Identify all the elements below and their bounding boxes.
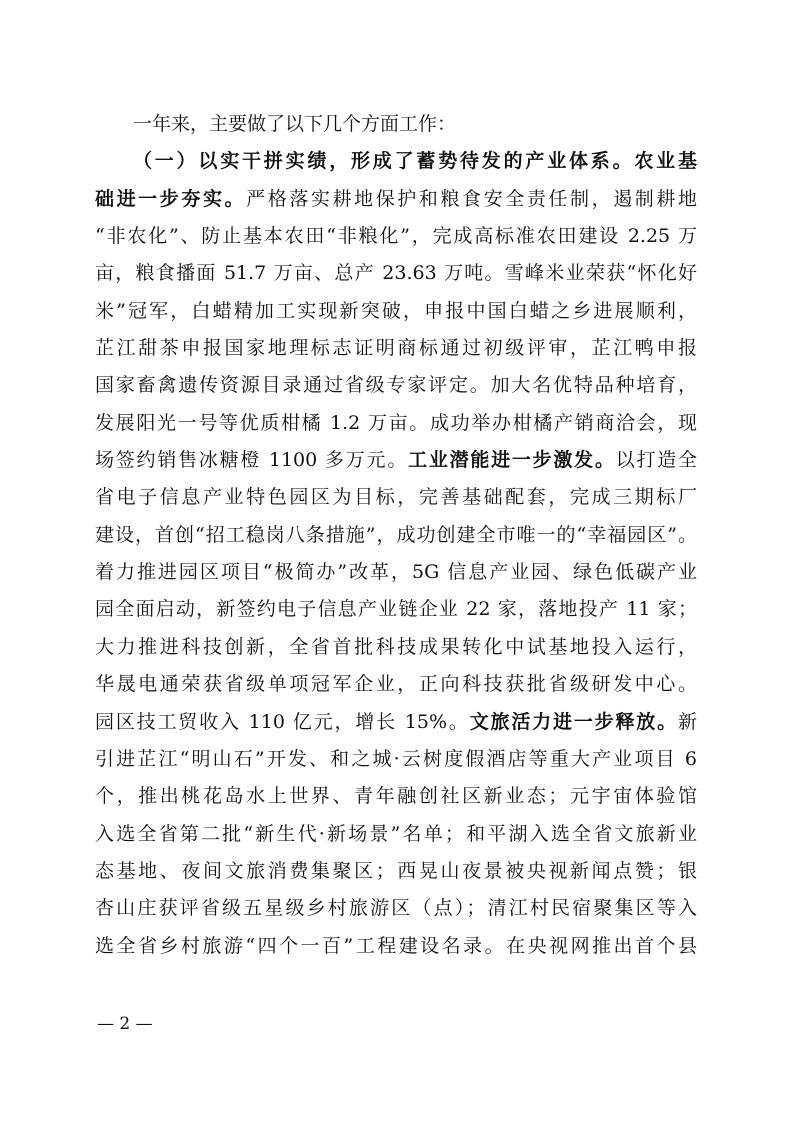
body-text-run: 选全省乡村旅游“四个一百”工程建设名录。在央视网推出首个县 <box>95 934 697 957</box>
body-text-run: 省电子信息产业特色园区为目标，完善基础配套，完成三期标厂 <box>95 486 697 509</box>
body-text-run: 芷江甜茶申报国家地理标志证明商标通过初级评审，芷江鸭申报 <box>95 337 697 360</box>
body-text-run: 亩，粮食播面 51.7 万亩、总产 23.63 万吨。雪峰米业荣获“怀化好 <box>95 262 697 285</box>
text-line <box>95 554 697 591</box>
text-line <box>95 591 697 628</box>
body-text-run: 严格落实耕地保护和粮食安全责任制，遏制耕地 <box>246 187 697 210</box>
page-number: — 2 — <box>97 1014 153 1034</box>
text-line <box>95 853 697 890</box>
body-text-run: 杏山庄获评省级五星级乡村旅游区（点）；清江村民宿聚集区等入 <box>95 897 697 920</box>
text-line <box>95 106 697 143</box>
text-line <box>95 479 697 516</box>
text-line <box>95 928 697 965</box>
body-text-run: 引进芷江“明山石”开发、和之城·云树度假酒店等重大产业项目 6 <box>95 747 697 770</box>
text-line <box>95 442 697 479</box>
bold-heading-text: 文旅活力进一步释放。 <box>469 710 678 733</box>
text-line <box>95 778 697 815</box>
text-line <box>95 666 697 703</box>
text-line <box>95 218 697 255</box>
body-text-run: 一年来，主要做了以下几个方面工作： <box>133 113 457 135</box>
text-line <box>95 517 697 554</box>
body-text-run: 场签约销售冰糖橙 1100 多万元。 <box>95 449 409 472</box>
bold-heading-text: 础进一步夯实。 <box>95 187 247 210</box>
text-line <box>95 330 697 367</box>
text-line <box>95 704 697 741</box>
text-line <box>95 890 697 927</box>
body-text <box>95 106 697 965</box>
body-text-run: 大力推进科技创新，全省首批科技成果转化中试基地投入运行， <box>95 635 697 658</box>
bold-heading-text: 工业潜能进一步激发。 <box>408 449 616 472</box>
text-line <box>95 293 697 330</box>
body-text-run: 华晟电通荣获省级单项冠军企业，正向科技获批省级研发中心。 <box>95 673 697 696</box>
text-line <box>95 181 697 218</box>
body-text-run: 国家畜禽遗传资源目录通过省级专家评定。加大名优特品种培育， <box>95 374 697 397</box>
text-line <box>95 367 697 404</box>
body-text-run: 以打造全 <box>615 449 697 472</box>
body-text-run: 园区技工贸收入 110 亿元，增长 15%。 <box>95 710 470 733</box>
text-line <box>95 629 697 666</box>
body-text-run: 态基地、夜间文旅消费集聚区；西晃山夜景被央视新闻点赞；银 <box>95 859 697 882</box>
text-line <box>95 405 697 442</box>
text-line <box>95 816 697 853</box>
body-text-run: 发展阳光一号等优质柑橘 1.2 万亩。成功举办柑橘产销商洽会，现 <box>95 411 697 434</box>
body-text-run: 建设，首创“招工稳岗八条措施”，成功创建全市唯一的“幸福园区”。 <box>95 523 697 546</box>
text-line <box>95 255 697 292</box>
body-text-run: 新 <box>677 710 697 733</box>
bold-heading-text: （一）以实干拼实绩，形成了蓄势待发的产业体系。农业基 <box>133 150 697 173</box>
body-text-run: 米”冠军，白蜡精加工实现新突破，申报中国白蜡之乡进展顺利， <box>95 299 697 322</box>
body-text-run: 园全面启动，新签约电子信息产业链企业 22 家，落地投产 11 家； <box>95 598 697 621</box>
body-text-run: “非农化”、防止基本农田“非粮化”，完成高标准农田建设 2.25 万 <box>95 225 697 248</box>
text-line <box>95 741 697 778</box>
body-text-run: 入选全省第二批“新生代·新场景”名单；和平湖入选全省文旅新业 <box>95 822 697 845</box>
text-line <box>95 143 697 180</box>
body-text-run: 个，推出桃花岛水上世界、青年融创社区新业态；元宇宙体验馆 <box>95 785 697 808</box>
body-text-run: 着力推进园区项目“极简办”改革，5G 信息产业园、绿色低碳产业 <box>95 561 697 584</box>
